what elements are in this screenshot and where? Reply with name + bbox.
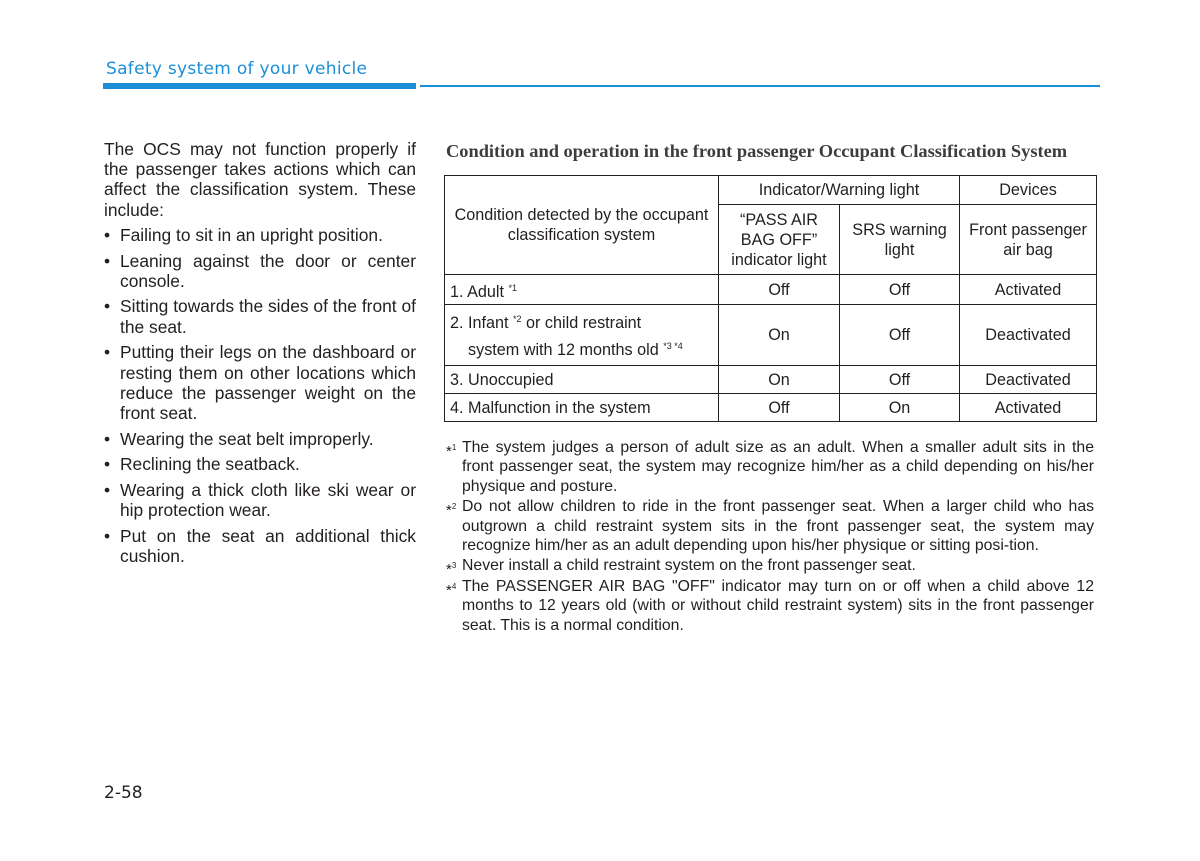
section-title: Safety system of your vehicle [106,59,368,79]
footnote-mark: *$^1$ [446,443,457,460]
footnotes [446,438,1094,636]
footnote-text: The PASSENGER AIR BAG "OFF" indicator may turn on or off when a child above 12 months to 12 years old (with or without child restraint system) sits in the front passenger seat. This is a normal condition. [462,577,1094,634]
page-number: 2-58 [104,783,143,803]
bullet-icon: • [104,296,111,317]
row-pass-value: On [719,366,840,394]
header-accent-bar [103,83,416,89]
intro-paragraph: The OCS may not function properly if the passenger takes actions which can affect the classification system. These include: [104,139,416,220]
left-column [104,139,416,572]
row-condition: 1. Adult $^{*1}$ [445,275,719,305]
bullet-icon: • [104,224,111,245]
bullet-icon: • [104,250,111,271]
list-item [104,225,416,245]
list-item-text: Reclining the seatback. [120,454,300,475]
footnote [446,497,1094,555]
table-row [445,394,1097,422]
list-item-text: Wearing the seat belt improperly. [120,428,374,449]
list-item [104,480,416,520]
row-condition: 4. Malfunction in the system [445,394,719,422]
header-devices: Devices [960,176,1097,205]
header-front-passenger-airbag: Front passenger air bag [960,205,1097,275]
ocs-condition-table [444,175,1097,422]
footnote-mark: *$^2$ [446,502,457,520]
row-srs-value: Off [840,305,960,366]
row-srs-value: Off [840,275,960,305]
table-title: Condition and operation in the front passenger Occupant Classification System [446,141,1068,161]
row-airbag-value: Activated [960,275,1097,305]
footnote-ref: *1 [508,282,518,293]
bullet-icon: • [104,525,111,546]
list-item-text: Sitting towards the sides of the front of the seat. [120,296,416,337]
bullet-icon: • [104,480,111,501]
list-item-text: Failing to sit in an upright position. [120,224,383,245]
list-item-text: Putting their legs on the dashboard or resting them on other locations which reduce the passenger weight on the front seat. [120,342,416,423]
row-srs-value: Off [840,366,960,394]
row-airbag-value: Activated [960,394,1097,422]
footnote-text: The system judges a person of adult size as an adult. When a smaller adult sits in the front passenger seat, the system may recognize him/her as a child depending on his/her physique and posture. [462,439,1094,495]
footnote [446,438,1094,496]
row-condition: 3. Unoccupied [445,366,719,394]
footnote-text: Never install a child restraint system on the front passenger seat. [462,557,916,575]
row-airbag-value: Deactivated [960,366,1097,394]
row-pass-value: Off [719,275,840,305]
table-row [445,275,1097,305]
bullet-icon: • [104,428,111,449]
list-item [104,251,416,291]
list-item [104,429,416,449]
row-pass-value: Off [719,394,840,422]
header-condition: Condition detected by the occupant classification system [445,176,719,275]
table-header-row [445,176,1097,205]
list-item [104,342,416,423]
ocs-conditions-list [104,225,416,567]
bullet-icon: • [104,342,111,363]
row-condition: 2. Infant $^{*2}$ or child restraint system with 12 months old $^{*3 *4}$ [445,305,719,366]
list-item-text: Wearing a thick cloth like ski wear or hip protection wear. [120,480,416,521]
footnote-mark: *$^4$ [446,581,457,599]
row-srs-value: On [840,394,960,422]
header-rule [420,85,1100,87]
row-pass-value: On [719,305,840,366]
list-item-text: Leaning against the door or center console. [120,250,416,291]
table-row [445,305,1097,366]
header-srs-warning-light: SRS warning light [840,205,960,275]
table-row [445,366,1097,394]
header-pass-airbag-off: “PASS AIR BAG OFF” indicator light [719,205,840,275]
footnote-ref: *2 [513,314,522,324]
bullet-icon: • [104,454,111,475]
footnote-text: Do not allow children to ride in the front passenger seat. When a larger child who has outgrown a child restraint system sits in the front passenger seat, the system may recognize him/her as an adult depending upon his/her physique or sitting posi-tion. [462,498,1094,555]
row-airbag-value: Deactivated [960,305,1097,366]
footnote-mark: *$^3$ [446,561,457,579]
header-indicator-group: Indicator/Warning light [719,176,960,205]
footnote [446,556,1094,579]
list-item [104,454,416,474]
footnote-ref: *3 *4 [663,341,683,351]
list-item [104,296,416,336]
list-item-text: Put on the seat an additional thick cushion. [120,525,416,567]
footnote [446,577,1094,635]
list-item [104,526,416,566]
